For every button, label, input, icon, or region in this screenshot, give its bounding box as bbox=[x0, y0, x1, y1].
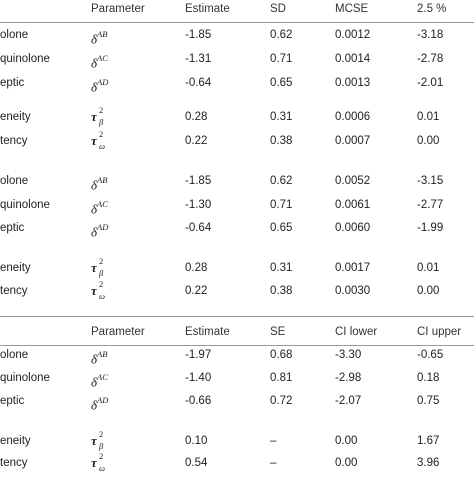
delta-symbol: $\delta^{AD}$ bbox=[91, 395, 109, 413]
row-label: olone bbox=[0, 29, 29, 41]
estimate-value: 0.22 bbox=[185, 285, 208, 297]
mcse-value: 0.0061 bbox=[335, 199, 371, 211]
delta-symbol: $\delta^{AB}$ bbox=[91, 29, 108, 47]
table-row bbox=[0, 280, 474, 302]
table-row bbox=[0, 367, 474, 389]
lower-value: -3.18 bbox=[417, 29, 444, 41]
sd-value: 0.38 bbox=[270, 285, 293, 297]
ci-lower-value: -2.07 bbox=[335, 395, 362, 407]
lower-value: 0.00 bbox=[417, 285, 440, 297]
table-row bbox=[0, 170, 474, 192]
mcse-value: 0.0006 bbox=[335, 111, 371, 123]
row-label: eptic bbox=[0, 395, 25, 407]
tau-symbol: τ 2 ω bbox=[91, 279, 106, 301]
header-se: SE bbox=[270, 326, 286, 338]
se-value: – bbox=[270, 435, 277, 447]
sd-value: 0.71 bbox=[270, 53, 293, 65]
mcse-value: 0.0060 bbox=[335, 222, 371, 234]
row-label: eneity bbox=[0, 262, 31, 274]
estimate-value: -1.31 bbox=[185, 53, 212, 65]
table-row bbox=[0, 257, 474, 279]
se-value: 0.72 bbox=[270, 395, 293, 407]
delta-symbol: $\delta^{AB}$ bbox=[91, 175, 108, 193]
header-2-5-percent: 2.5 % bbox=[417, 3, 447, 15]
estimate-value: 0.28 bbox=[185, 111, 208, 123]
sd-value: 0.38 bbox=[270, 135, 293, 147]
mcse-value: 0.0012 bbox=[335, 29, 371, 41]
row-label: quinolone bbox=[0, 53, 50, 65]
sd-value: 0.62 bbox=[270, 29, 293, 41]
ci-lower-value: -2.98 bbox=[335, 372, 362, 384]
sd-value: 0.65 bbox=[270, 222, 293, 234]
row-label: olone bbox=[0, 175, 29, 187]
header-mcse: MCSE bbox=[335, 3, 369, 15]
header-sd: SD bbox=[270, 3, 286, 15]
sd-value: 0.71 bbox=[270, 199, 293, 211]
header-rule-1 bbox=[0, 22, 474, 23]
ci-upper-value: 0.18 bbox=[417, 372, 440, 384]
table-row bbox=[0, 72, 474, 94]
delta-symbol: $\delta^{AC}$ bbox=[91, 199, 108, 217]
mcse-value: 0.0007 bbox=[335, 135, 371, 147]
sd-value: 0.65 bbox=[270, 77, 293, 89]
estimate-value: -1.97 bbox=[185, 349, 212, 361]
tau-symbol: τ 2 β bbox=[91, 429, 104, 451]
table-row bbox=[0, 130, 474, 152]
estimate-value: 0.54 bbox=[185, 457, 208, 469]
table-row bbox=[0, 430, 474, 452]
header-ci-upper: CI upper bbox=[417, 326, 462, 338]
ci-lower-value: 0.00 bbox=[335, 457, 358, 469]
lower-value: -1.99 bbox=[417, 222, 444, 234]
lower-value: 0.01 bbox=[417, 111, 440, 123]
ci-upper-value: -0.65 bbox=[417, 349, 444, 361]
ci-upper-value: 1.67 bbox=[417, 435, 440, 447]
se-value: 0.81 bbox=[270, 372, 293, 384]
tau-symbol: τ 2 β bbox=[91, 105, 104, 127]
row-label: tency bbox=[0, 457, 28, 469]
table-row bbox=[0, 194, 474, 216]
estimate-value: -0.66 bbox=[185, 395, 212, 407]
row-label: tency bbox=[0, 285, 28, 297]
mcse-value: 0.0013 bbox=[335, 77, 371, 89]
lower-value: 0.01 bbox=[417, 262, 440, 274]
ci-upper-value: 3.96 bbox=[417, 457, 440, 469]
mcse-value: 0.0017 bbox=[335, 262, 371, 274]
header-estimate: Estimate bbox=[185, 3, 230, 15]
table-row bbox=[0, 24, 474, 46]
estimate-value: -1.30 bbox=[185, 199, 212, 211]
sd-value: 0.31 bbox=[270, 262, 293, 274]
delta-symbol: $\delta^{AB}$ bbox=[91, 349, 108, 367]
ci-upper-value: 0.75 bbox=[417, 395, 440, 407]
table-row bbox=[0, 48, 474, 70]
delta-symbol: $\delta^{AC}$ bbox=[91, 53, 108, 71]
row-label: quinolone bbox=[0, 199, 50, 211]
table-row bbox=[0, 344, 474, 366]
se-value: – bbox=[270, 457, 277, 469]
lower-value: -2.77 bbox=[417, 199, 444, 211]
tau-symbol: τ 2 ω bbox=[91, 451, 106, 473]
sd-value: 0.62 bbox=[270, 175, 293, 187]
delta-symbol: $\delta^{AC}$ bbox=[91, 372, 108, 390]
estimate-value: -1.40 bbox=[185, 372, 212, 384]
header-ci-lower: CI lower bbox=[335, 326, 378, 338]
estimate-value: -1.85 bbox=[185, 29, 212, 41]
row-label: eptic bbox=[0, 222, 25, 234]
estimate-value: -1.85 bbox=[185, 175, 212, 187]
estimate-value: 0.22 bbox=[185, 135, 208, 147]
delta-symbol: $\delta^{AD}$ bbox=[91, 77, 109, 95]
row-label: eptic bbox=[0, 77, 25, 89]
mcse-value: 0.0030 bbox=[335, 285, 371, 297]
estimate-value: -0.64 bbox=[185, 77, 212, 89]
estimate-value: 0.28 bbox=[185, 262, 208, 274]
se-value: 0.68 bbox=[270, 349, 293, 361]
row-label: quinolone bbox=[0, 372, 50, 384]
table-row bbox=[0, 390, 474, 412]
header-estimate: Estimate bbox=[185, 326, 230, 338]
header-row-3 bbox=[0, 321, 474, 343]
row-label: eneity bbox=[0, 435, 31, 447]
row-label: eneity bbox=[0, 111, 31, 123]
header-parameter: Parameter bbox=[91, 3, 145, 15]
header-parameter: Parameter bbox=[91, 326, 145, 338]
row-label: tency bbox=[0, 135, 28, 147]
lower-value: -3.15 bbox=[417, 175, 444, 187]
ci-lower-value: 0.00 bbox=[335, 435, 358, 447]
table-row bbox=[0, 217, 474, 239]
row-label: olone bbox=[0, 349, 29, 361]
tau-symbol: τ 2 ω bbox=[91, 129, 106, 151]
delta-symbol: $\delta^{AD}$ bbox=[91, 222, 109, 240]
sd-value: 0.31 bbox=[270, 111, 293, 123]
mcse-value: 0.0014 bbox=[335, 53, 371, 65]
table-row bbox=[0, 106, 474, 128]
table-row bbox=[0, 452, 474, 474]
estimate-value: 0.10 bbox=[185, 435, 208, 447]
estimate-value: -0.64 bbox=[185, 222, 212, 234]
ci-lower-value: -3.30 bbox=[335, 349, 362, 361]
tau-symbol: τ 2 β bbox=[91, 256, 104, 278]
mcse-value: 0.0052 bbox=[335, 175, 371, 187]
lower-value: -2.01 bbox=[417, 77, 444, 89]
header-row-1 bbox=[0, 0, 474, 20]
header-rule-3-top bbox=[0, 316, 474, 317]
lower-value: 0.00 bbox=[417, 135, 440, 147]
lower-value: -2.78 bbox=[417, 53, 444, 65]
